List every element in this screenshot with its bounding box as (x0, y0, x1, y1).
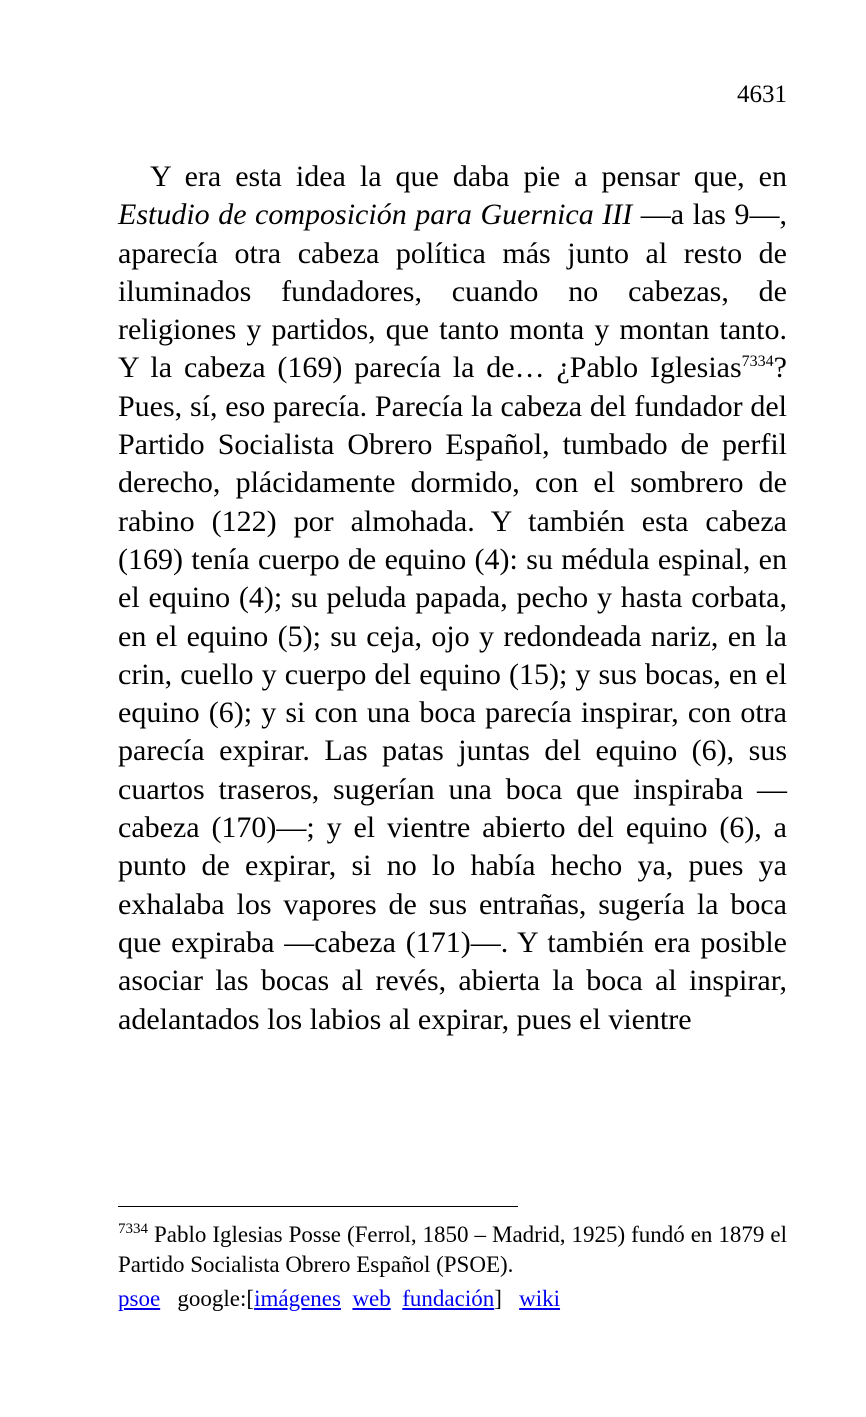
body-text-segment: —a las 9—, aparecía otra cabeza política más junto al resto de iluminados fundadores, cuando no cabezas, de religiones y partidos, que tanto monta y montan tanto. Y la cabeza (169) parecía la de… ¿Pablo Iglesias (118, 198, 788, 385)
body-text (118, 158, 787, 1039)
artwork-title: Estudio de composición para Guernica III (118, 198, 633, 232)
link-web[interactable]: web (352, 1286, 391, 1311)
page-number: 4631 (737, 81, 787, 108)
footnote-divider (118, 1206, 518, 1207)
footnote-text: Pablo Iglesias Posse (Ferrol, 1850 – Madrid, 1925) fundó en 1879 el Partido Socialista Obrero Español (PSOE). (118, 1222, 787, 1277)
footnote-number: 7334 (118, 1221, 148, 1237)
google-close-bracket: ] (494, 1286, 502, 1311)
link-wiki[interactable]: wiki (519, 1286, 561, 1311)
footnote-links (118, 1284, 787, 1314)
google-prefix: google:[ (177, 1286, 255, 1311)
body-text-segment: Y era esta idea la que daba pie a pensar que, en (150, 160, 787, 193)
body-text-segment: ? Pues, sí, eso parecía. Parecía la cabeza del fundador del Partido Socialista Obrero Español, tumbado de perfil derecho, plácidamente dormido, con el sombrero de rabino (122) por almohada. Y también esta cabeza (169) tenía cuerpo de equino (4): su médula espinal, en el equino (4); su peluda papada, pecho y hasta corbata, en el equino (5); su ceja, ojo y redondeada nariz, en la crin, cuello y cuerpo del equino (15); y sus bocas, en el equino (6); y si con una boca parecía inspirar, con otra parecía expirar. Las patas juntas del equino (6), sus cuartos traseros, sugerían una boca que inspiraba —cabeza (170)—; y el vientre abierto del equino (6), a punto de expirar, si no lo había hecho ya, pues ya exhalaba los vapores de sus entrañas, sugería la boca que expiraba —cabeza (171)—. Y también era posible asociar las bocas al revés, abierta la boca al inspirar, adelantados los labios al expirar, pues el vientre (118, 351, 787, 1036)
footnote (118, 1220, 787, 1280)
body-paragraph (118, 158, 787, 1039)
link-imagenes[interactable]: imágenes (254, 1286, 341, 1311)
link-fundacion[interactable]: fundación (402, 1286, 495, 1311)
link-psoe[interactable]: psoe (118, 1286, 161, 1311)
footnote-reference[interactable]: 7334 (741, 353, 774, 371)
